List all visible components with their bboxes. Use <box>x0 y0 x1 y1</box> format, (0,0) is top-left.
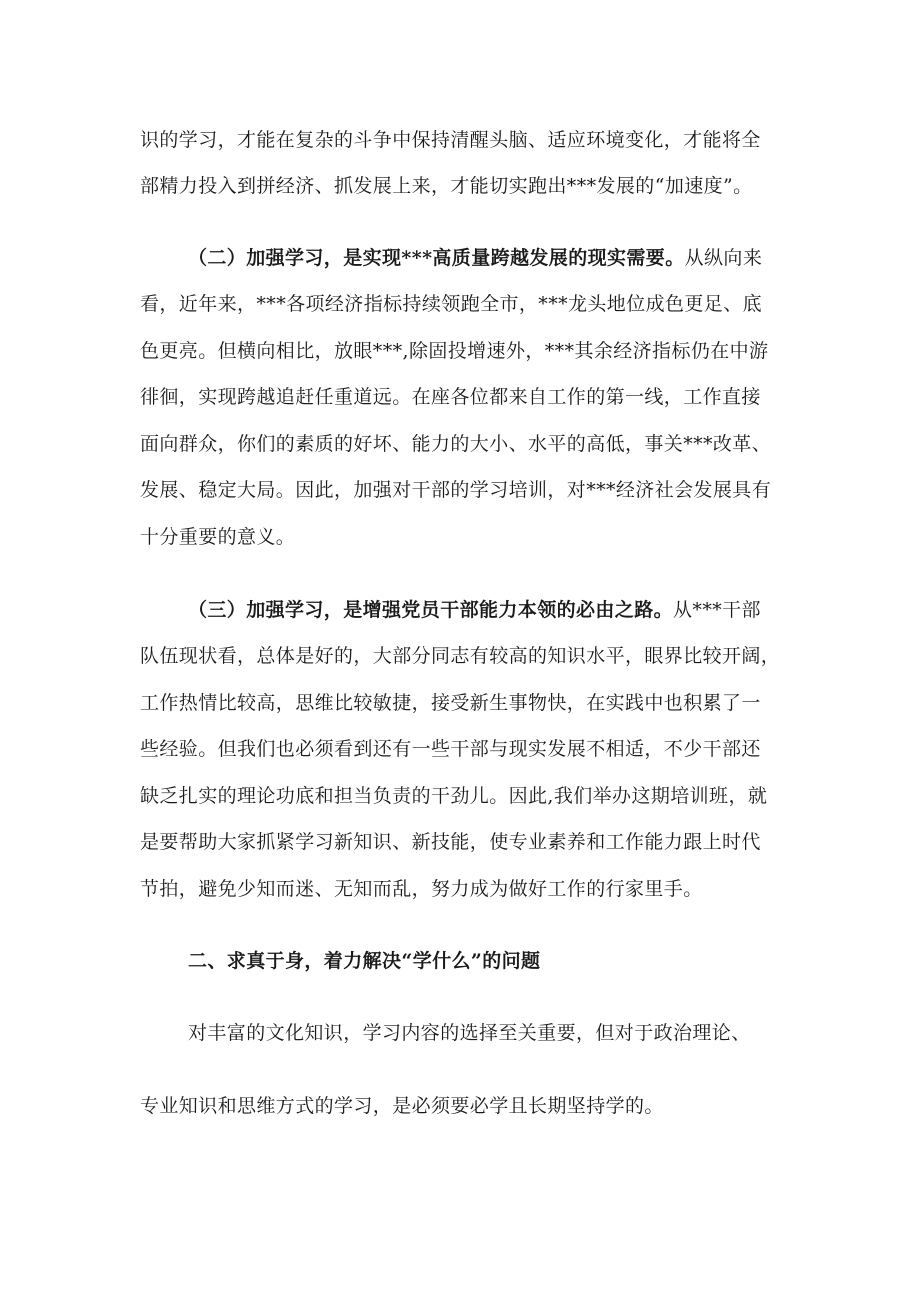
paragraph-2-line-4: 徘徊，实现跨越追赶任重道远。在座各位都来自工作的第一线，工作直接 <box>140 386 761 408</box>
paragraph-3-line-6: 是要帮助大家抓紧学习新知识、新技能，使专业素养和工作能力跟上时代 <box>140 831 761 853</box>
paragraph-3-line-5: 缺乏扎实的理论功底和担当负责的干劲儿。因此,我们举办这期培训班，就 <box>140 785 768 807</box>
paragraph-3-line-1-rest: 从***干部 <box>673 599 761 621</box>
paragraph-3-line-3: 工作热情比较高，思维比较敏捷，接受新生事物快，在实践中也积累了一 <box>140 692 761 714</box>
paragraph-3-line-7: 节拍，避免少知而迷、无知而乱，努力成为做好工作的行家里手。 <box>140 878 703 900</box>
paragraph-2-line-2: 看，近年来，***各项经济指标持续领跑全市，***龙头地位成色更足、底 <box>140 293 763 315</box>
paragraph-4-line-2: 专业知识和思维方式的学习，是必须要必学且长期坚持学的。 <box>140 1095 664 1117</box>
paragraph-2-line-3: 色更亮。但横向相比，放眼***,除固投增速外，***其余经济指标仍在中游 <box>140 340 769 362</box>
paragraph-1-line-2: 部精力投入到拼经济、抓发展上来，才能切实跑出***发展的“加速度”。 <box>140 175 753 197</box>
paragraph-1-line-1: 识的学习，才能在复杂的斗争中保持清醒头脑、适应环境变化，才能将全 <box>140 129 761 151</box>
paragraph-3-line-1 <box>188 598 790 622</box>
paragraph-3-line-4: 些经验。但我们也必须看到还有一些干部与现实发展不相适，不少干部还 <box>140 738 761 760</box>
paragraph-3-line-2: 队伍现状看，总体是好的，大部分同志有较高的知识水平，眼界比较开阔， <box>140 645 781 667</box>
paragraph-2-line-5: 面向群众，你们的素质的好坏、能力的大小、水平的高低，事关***改革、 <box>140 433 772 455</box>
paragraph-2-line-6: 发展、稳定大局。因此，加强对干部的学习培训，对***经济社会发展具有 <box>140 479 772 501</box>
section-2-heading: 二、求真于身，着力解决“学什么”的问题 <box>188 950 541 972</box>
paragraph-2-line-1 <box>188 246 790 270</box>
paragraph-3-heading: （三）加强学习，是增强党员干部能力本领的必由之路。 <box>188 599 674 621</box>
paragraph-2-heading: （二）加强学习，是实现***高质量跨越发展的现实需要。 <box>188 247 685 269</box>
paragraph-2-line-1-rest: 从纵向来 <box>684 247 763 269</box>
paragraph-4-line-1: 对丰富的文化知识，学习内容的选择至关重要，但对于政治理论、 <box>188 1022 751 1044</box>
paragraph-2-line-7: 十分重要的意义。 <box>140 526 296 548</box>
